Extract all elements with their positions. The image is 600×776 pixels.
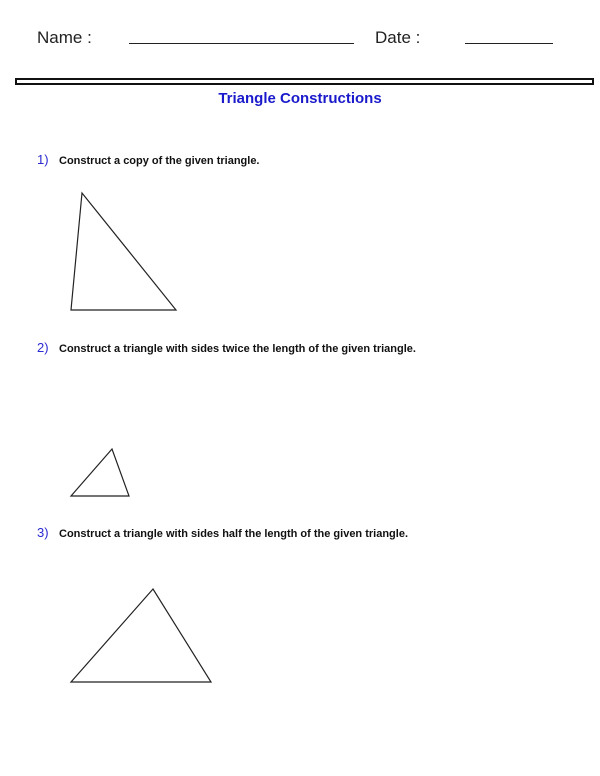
- question-text: Construct a triangle with sides half the length of the given triangle.: [59, 528, 408, 540]
- page-title: Triangle Constructions: [218, 90, 382, 107]
- question-number: 3): [37, 525, 49, 540]
- date-label: Date :: [375, 28, 421, 47]
- triangle-2: [71, 449, 129, 496]
- question-number: 1): [37, 152, 49, 167]
- triangle-1: [71, 193, 176, 310]
- question-number: 2): [37, 340, 49, 355]
- question-text: Construct a triangle with sides twice the length of the given triangle.: [59, 343, 416, 355]
- name-label: Name :: [37, 28, 92, 47]
- question-text: Construct a copy of the given triangle.: [59, 155, 260, 167]
- triangle-3: [71, 589, 211, 682]
